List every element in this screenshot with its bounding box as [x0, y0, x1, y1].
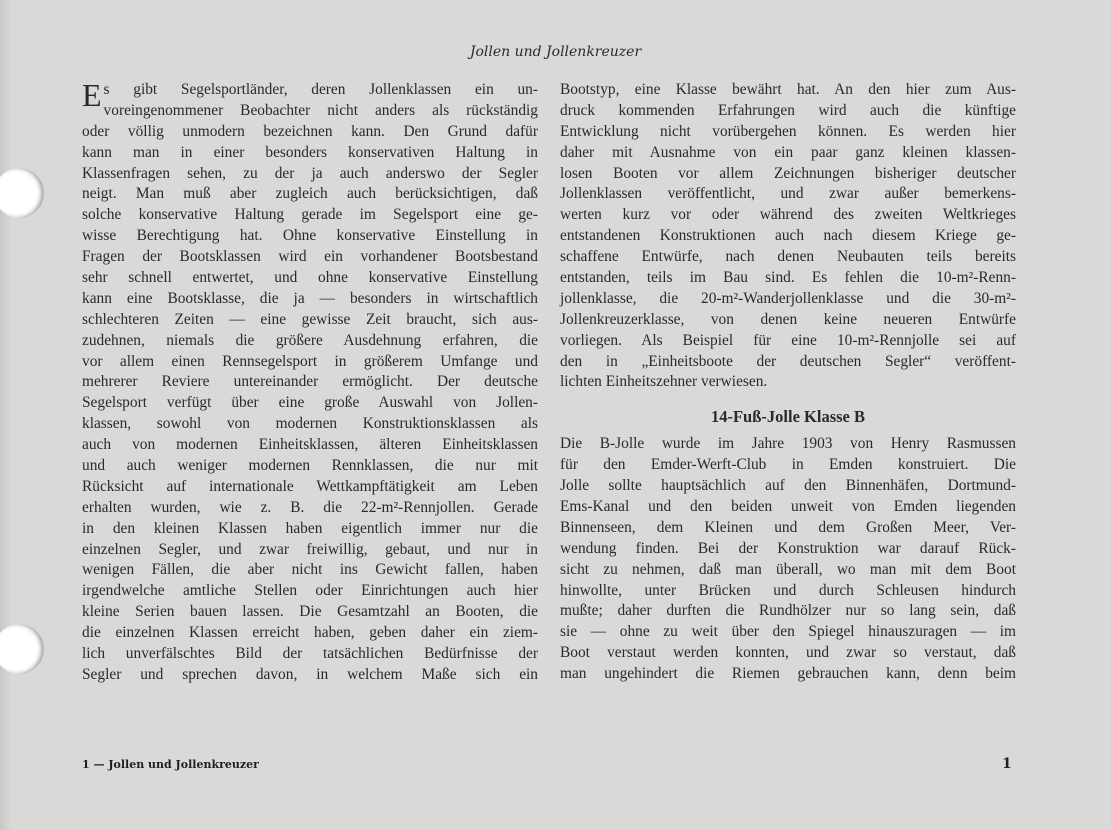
right-column	[560, 80, 1016, 685]
text-line-content: s gibt Segelsportländer, deren Jollenklassen ein un-	[103, 81, 538, 98]
text-line: erhalten wurden, wie z. B. die 22-m²-Rennjollen. Gerade	[82, 498, 538, 516]
text-line: vor allem einen Rennsegelsport in größerem Umfange und	[82, 352, 538, 370]
text-line: Segelsport verfügt über eine große Auswahl von Jollen-	[82, 394, 538, 412]
text-line: Binnenseen, dem Kleinen und dem Großen Meer, Ver-	[560, 518, 1016, 536]
text-line: lichten Einheitszehner verwiesen.	[560, 373, 768, 391]
right-column-intro	[560, 80, 1016, 393]
text-line: kleine Serien bauen lassen. Die Gesamtzahl an Booten, die	[82, 603, 538, 621]
text-line: oder völlig unmodern bezeichnen kann. Den Grund dafür	[82, 122, 538, 140]
text-line: entstandenen Konstruktionen auch nach diesem Kriege ge-	[560, 227, 1016, 245]
left-column	[82, 77, 538, 686]
text-line: Klassenfragen sehen, zu der ja auch anderswo der Segler	[82, 164, 538, 182]
footer-signature: 1 — Jollen und Jollenkreuzer	[82, 758, 259, 771]
text-line: den in „Einheitsboote der deutschen Segler“ veröffent-	[560, 352, 1016, 370]
text-line: Jolle sollte hauptsächlich auf den Binnenhäfen, Dortmund-	[560, 477, 1016, 495]
text-line: Segler und sprechen davon, in welchem Maße sich ein	[82, 665, 538, 683]
text-line: druck kommenden Erfahrungen wird auch die künftige	[560, 101, 1016, 119]
right-column-section-body	[560, 434, 1016, 685]
text-line: hinwollte, unter Brücken und durch Schleusen hindurch	[560, 581, 1016, 599]
text-line: Entwicklung nicht vorübergehen können. Es werden hier	[560, 122, 1016, 140]
text-line: die einzelnen Klassen erreicht haben, geben daher ein ziem-	[82, 624, 538, 642]
text-line: wendung finden. Bei der Konstruktion war darauf Rück-	[560, 539, 1016, 557]
text-line: schlechteren Zeiten — eine gewisse Zeit braucht, sich aus-	[82, 310, 538, 328]
text-line: Fragen der Bootsklassen wird ein vorhandener Bootsbestand	[82, 248, 538, 266]
page-edge-shadow	[0, 0, 12, 830]
text-line: mußte; daher durften die Rundhölzer nur so lang sein, daß	[560, 602, 1016, 620]
text-line: für den Emder-Werft-Club in Emden konstruiert. Die	[560, 456, 1016, 474]
punch-hole-top	[0, 168, 44, 218]
running-header: Jollen und Jollenkreuzer	[469, 44, 642, 60]
text-line: sicht zu nehmen, daß man überall, wo man mit dem Boot	[560, 560, 1016, 578]
page-number: 1	[1002, 756, 1012, 772]
text-line: sehr schnell entwertet, und ohne konservative Einstellung	[82, 269, 538, 287]
text-line: man ungehindert die Riemen gebrauchen kann, denn beim	[560, 665, 1016, 683]
text-line: entstanden, teils im Bau sind. Es fehlen die 10-m²-Renn-	[560, 269, 1016, 287]
text-line: Jollenklassen veröffentlicht, und zwar außer bemerkens-	[560, 185, 1016, 203]
section-heading: 14-Fuß-Jolle Klasse B	[710, 407, 865, 427]
text-line: vorliegen. Als Beispiel für eine 10-m²-Rennjolle sei auf	[560, 331, 1016, 349]
text-line: jollenklasse, die 20-m²-Wanderjollenklasse und die 30-m²-	[560, 289, 1016, 307]
text-line: Rücksicht auf internationale Wettkampftätigkeit am Leben	[82, 477, 538, 495]
text-line: irgendwelche amtliche Stellen oder Einrichtungen auch hier	[82, 582, 538, 600]
text-line: klassen, sowohl von modernen Konstruktionsklassen als	[82, 415, 538, 433]
text-line: werten kurz vor oder während des zweiten Weltkrieges	[560, 206, 1016, 224]
text-line: kann eine Bootsklasse, die ja — besonders in wirtschaftlich	[82, 289, 538, 307]
text-line: neigt. Man muß aber zugleich auch berücksichtigen, daß	[82, 185, 538, 203]
text-line: und auch weniger modernen Rennklassen, die nur mit	[82, 457, 538, 475]
text-line: lich unverfälschtes Bild der tatsächlichen Bedürfnisse der	[82, 645, 538, 663]
text-line: Ems-Kanal und den beiden unweit von Emden liegenden	[560, 498, 1016, 516]
text-line: Die B-Jolle wurde im Jahre 1903 von Henry Rasmussen	[560, 435, 1016, 453]
text-line: in den kleinen Klassen haben eigentlich immer nur die	[82, 519, 538, 537]
text-line: Jollenkreuzerklasse, von denen keine neueren Entwürfe	[560, 310, 1016, 328]
text-line: mehrerer Reviere untereinander ermöglicht. Der deutsche	[82, 373, 538, 391]
text-line: wisse Berechtigung hat. Ohne konservative Einstellung in	[82, 227, 538, 245]
text-line: schaffene Entwürfe, nach denen Neubauten teils bereits	[560, 248, 1016, 266]
text-line: Boot verstaut werden konnten, und zwar so verstaut, daß	[560, 644, 1016, 662]
text-line: voreingenommener Beobachter nicht anders als rückständig	[103, 101, 538, 119]
punch-hole-bottom	[0, 624, 44, 674]
text-line: zudehnen, niemals die größere Ausdehnung erfahren, die	[82, 331, 538, 349]
drop-cap: E	[82, 77, 102, 113]
text-line: wenigen Fällen, die aber nicht ins Gewicht fallen, haben	[82, 561, 538, 579]
text-line: einzelnen Segler, und zwar freiwillig, gebaut, und nur in	[82, 540, 538, 558]
text-line: auch von modernen Einheitsklassen, älteren Einheitsklassen	[82, 436, 538, 454]
text-line: solche konservative Haltung gerade im Segelsport eine ge-	[82, 206, 538, 224]
text-line: daher mit Ausnahme von ein paar ganz kleinen klassen-	[560, 143, 1016, 161]
text-line: Bootstyp, eine Klasse bewährt hat. An den hier zum Aus-	[560, 81, 1016, 98]
text-line: kann man in einer besonders konservativen Haltung in	[82, 143, 538, 161]
text-line: sie — ohne zu weit über den Spiegel hinauszuragen — im	[560, 623, 1016, 641]
text-line: losen Booten vor allem Zeichnungen bisheriger deutscher	[560, 164, 1016, 182]
